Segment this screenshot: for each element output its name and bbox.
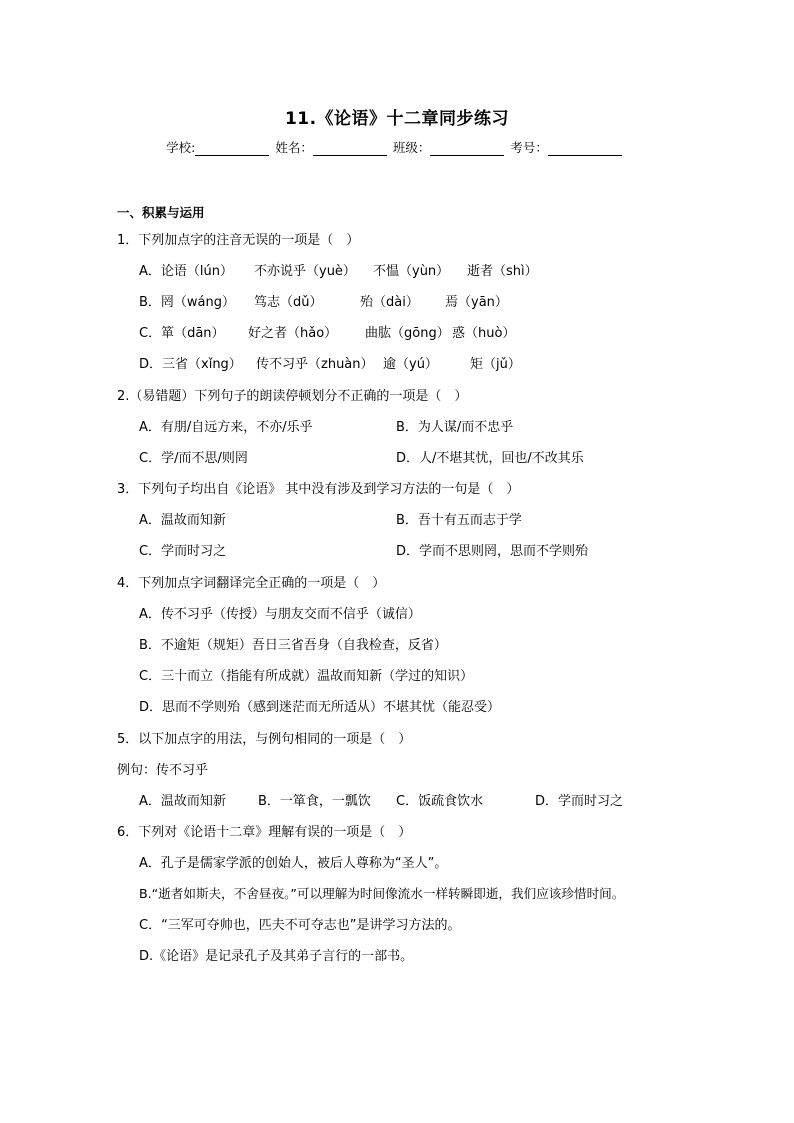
student-info-bar <box>0 138 794 156</box>
q1-option-d-2: 传不习乎（zhuàn） <box>256 357 374 372</box>
q6-option-b: B.“逝者如斯夫，不舍昼夜。”可以理解为时间像流水一样转瞬即逝，我们应该珍惜时间。 <box>139 886 625 901</box>
page-title: 11.《论语》十二章同步练习 <box>284 109 510 129</box>
q1-option-b-4: 焉（yān） <box>445 295 508 310</box>
q6-option-a: A．孔子是儒家学派的创始人，被后人尊称为“圣人”。 <box>139 856 448 871</box>
q1-option-b-3: 殆（dài） <box>360 295 419 310</box>
q1-option-a-1: A．论语（lún） <box>139 264 233 279</box>
q4-option-b: B．不逾矩（规矩）吾日三省吾身（自我检查，反省） <box>139 638 447 653</box>
q5-stem: 5．以下加点字的用法，与例句相同的一项是（ ） <box>117 732 412 747</box>
q5-option-a: A．温故而知新 <box>139 794 226 809</box>
q6-stem: 6．下列对《论语十二章》理解有误的一项是（ ） <box>117 825 412 840</box>
q2-option-d: D．人/不堪其忧，回也/不改其乐 <box>396 451 584 466</box>
name-blank[interactable] <box>313 141 387 156</box>
q2-option-c: C．学/而不思/则罔 <box>139 451 248 466</box>
q4-option-d: D．思而不学则殆（感到迷茫而无所适从）不堪其忧（能忍受） <box>139 700 501 715</box>
q1-option-c-3: 曲肱（gōng） <box>365 326 450 341</box>
q4-option-c: C．三十而立（指能有所成就）温故而知新（学过的知识） <box>139 669 474 684</box>
q1-option-d-3: 逾（yú） <box>383 357 438 372</box>
q2-stem: 2.（易错题）下列句子的朗读停顿划分不正确的一项是（ ） <box>117 389 468 404</box>
q4-stem: 4．下列加点字词翻译完全正确的一项是（ ） <box>117 576 386 591</box>
class-blank[interactable] <box>430 141 504 156</box>
q3-option-a: A．温故而知新 <box>139 513 226 528</box>
q5-option-b: B．一箪食，一瓢饮 <box>258 794 371 809</box>
exam-number-field <box>510 138 624 156</box>
q5-option-c: C．饭疏食饮水 <box>396 794 484 809</box>
q3-stem: 3．下列句子均出自《论语》 其中没有涉及到学习方法的一句是（ ） <box>117 482 520 497</box>
q1-option-d-1: D．三省（xǐng） <box>139 357 242 372</box>
class-label: 班级： <box>392 140 431 155</box>
exam-number-blank[interactable] <box>548 141 622 156</box>
q1-option-b-2: 笃志（dǔ） <box>254 295 323 310</box>
school-label: 学校: <box>166 140 196 155</box>
q2-option-b: B．为人谋/而不忠乎 <box>396 420 514 435</box>
q1-option-c-4: 惑（huò） <box>452 326 516 341</box>
q1-option-c-2: 好之者（hǎo） <box>248 326 338 341</box>
q6-option-d: D.《论语》是记录孔子及其弟子言行的一部书。 <box>139 949 414 964</box>
q1-option-a-3: 不愠（yùn） <box>373 264 450 279</box>
class-field <box>393 138 507 156</box>
q3-option-d: D．学而不思则罔，思而不学则殆 <box>396 544 589 559</box>
q6-option-c: C．“三军可夺帅也，匹夫不可夺志也”是讲学习方法的。 <box>139 918 461 933</box>
q5-example: 例句：传不习乎 <box>117 763 209 778</box>
section-heading: 一、积累与运用 <box>117 205 205 220</box>
q4-option-a: A．传不习乎（传授）与朋友交而不信乎（诚信） <box>139 607 421 622</box>
q3-option-b: B．吾十有五而志于学 <box>396 513 522 528</box>
q1-option-a-4: 逝者（shì） <box>467 264 538 279</box>
q3-option-c: C．学而时习之 <box>139 544 227 559</box>
school-blank[interactable] <box>195 141 269 156</box>
q2-option-a: A．有朋/自远方来，不亦/乐乎 <box>139 420 313 435</box>
name-label: 姓名： <box>275 140 313 155</box>
exam-number-label: 考号： <box>510 140 548 155</box>
q1-option-d-4: 矩（jǔ） <box>470 357 521 372</box>
q5-option-d: D．学而时习之 <box>535 794 624 809</box>
name-field <box>275 138 389 156</box>
q1-option-b-1: B．罔（wáng） <box>139 295 236 310</box>
school-field <box>166 138 271 156</box>
q1-option-a-2: 不亦说乎（yuè） <box>254 264 356 279</box>
q1-option-c-1: C．箪（dān） <box>139 326 225 341</box>
q1-stem: 1．下列加点字的注音无误的一项是（ ） <box>117 233 360 248</box>
